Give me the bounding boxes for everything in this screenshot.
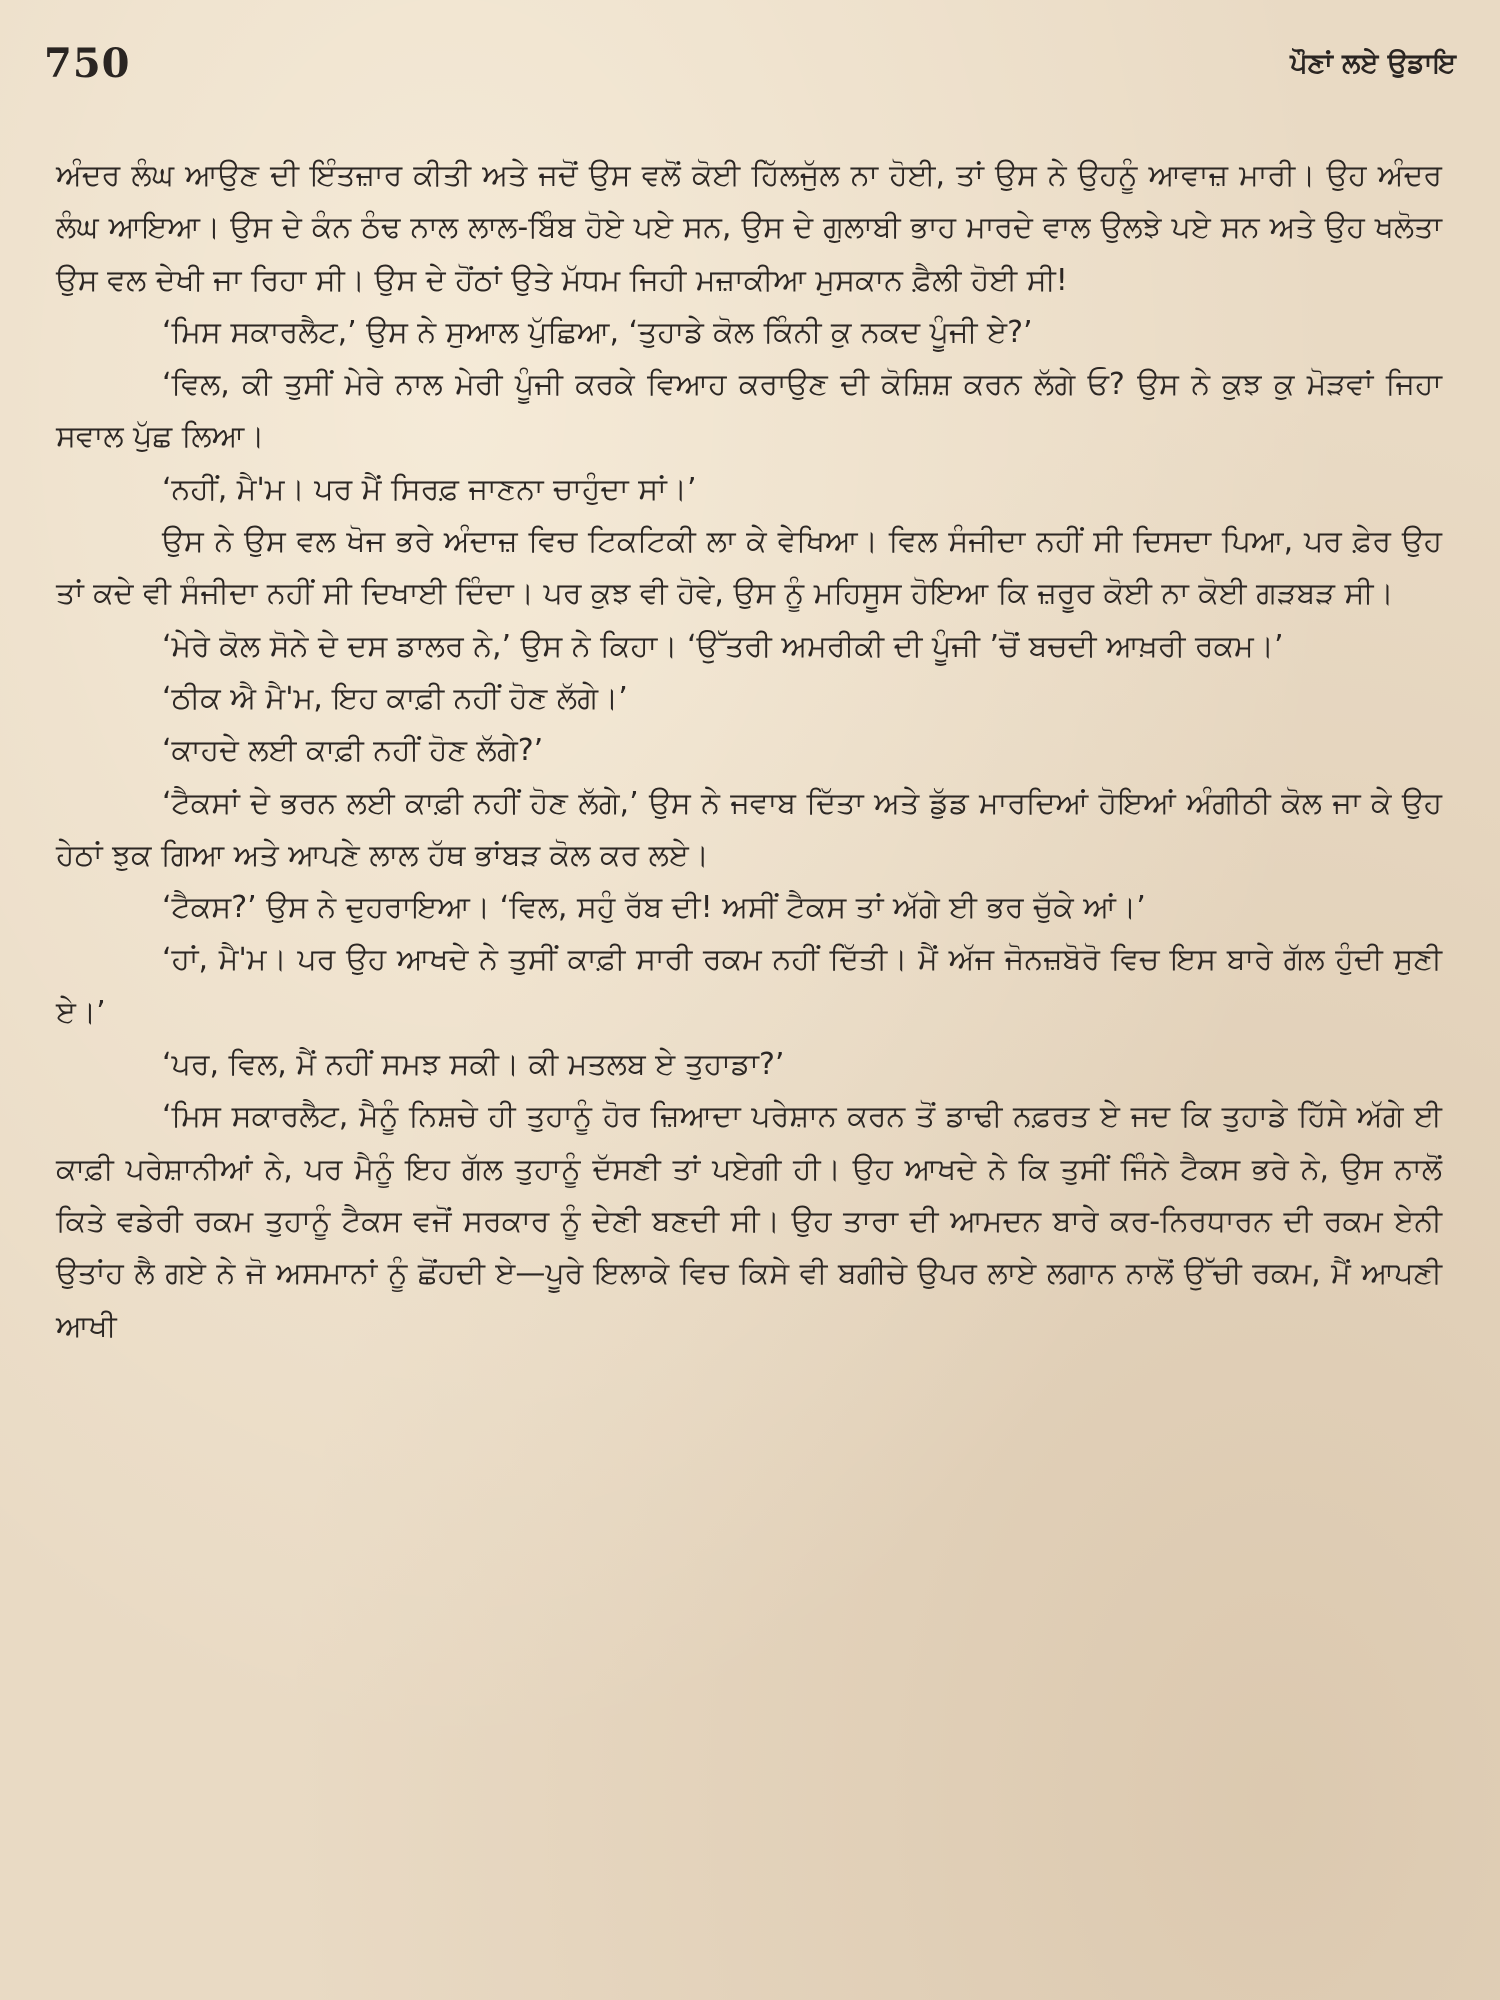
paragraph: ‘ਮਿਸ ਸਕਾਰਲੈਟ,’ ਉਸ ਨੇ ਸੁਆਲ ਪੁੱਛਿਆ, ‘ਤੁਹਾਡੇ ਕੋਲ ਕਿੰਨੀ ਕੁ ਨਕਦ ਪੂੰਜੀ ਏ?’ xyxy=(162,314,1033,350)
paragraph: ਉਸ ਨੇ ਉਸ ਵਲ ਖੋਜ ਭਰੇ ਅੰਦਾਜ਼ ਵਿਚ ਟਿਕਟਿਕੀ ਲਾ ਕੇ ਵੇਖਿਆ। ਵਿਲ ਸੰਜੀਦਾ ਨਹੀਂ ਸੀ ਦਿਸਦਾ ਪਿਆ, ਪਰ ਫ਼ੇਰ ਉਹ ਤਾਂ ਕਦੇ ਵੀ ਸੰਜੀਦਾ ਨਹੀਂ ਸੀ ਦਿਖਾਈ ਦਿੰਦਾ। ਪਰ ਕੁਝ ਵੀ ਹੋਵੇ, ਉਸ ਨੂੰ ਮਹਿਸੂਸ ਹੋਇਆ ਕਿ ਜ਼ਰੂਰ ਕੋਈ ਨਾ ਕੋਈ ਗੜਬੜ ਸੀ। xyxy=(56,524,1442,612)
body-text xyxy=(56,150,1442,1353)
paragraph: ‘ਹਾਂ, ਮੈ'ਮ। ਪਰ ਉਹ ਆਖਦੇ ਨੇ ਤੁਸੀਂ ਕਾਫ਼ੀ ਸਾਰੀ ਰਕਮ ਨਹੀਂ ਦਿੱਤੀ। ਮੈਂ ਅੱਜ ਜੋਨਜ਼ਬੋਰੋ ਵਿਚ ਇਸ ਬਾਰੇ ਗੱਲ ਹੁੰਦੀ ਸੁਣੀ ਏ।’ xyxy=(56,942,1442,1030)
paragraph: ‘ਵਿਲ, ਕੀ ਤੁਸੀਂ ਮੇਰੇ ਨਾਲ ਮੇਰੀ ਪੂੰਜੀ ਕਰਕੇ ਵਿਆਹ ਕਰਾਉਣ ਦੀ ਕੋਸ਼ਿਸ਼ ਕਰਨ ਲੱਗੇ ਓ? ਉਸ ਨੇ ਕੁਝ ਕੁ ਮੋੜਵਾਂ ਜਿਹਾ ਸਵਾਲ ਪੁੱਛ ਲਿਆ। xyxy=(56,367,1442,455)
paragraph: ‘ਪਰ, ਵਿਲ, ਮੈਂ ਨਹੀਂ ਸਮਝ ਸਕੀ। ਕੀ ਮਤਲਬ ਏ ਤੁਹਾਡਾ?’ xyxy=(162,1047,785,1083)
paragraph: ‘ਟੈਕਸ?’ ਉਸ ਨੇ ਦੁਹਰਾਇਆ। ‘ਵਿਲ, ਸਹੁੰ ਰੱਬ ਦੀ! ਅਸੀਂ ਟੈਕਸ ਤਾਂ ਅੱਗੇ ਈ ਭਰ ਚੁੱਕੇ ਆਂ।’ xyxy=(162,890,1146,926)
paragraph: ‘ਕਾਹਦੇ ਲਈ ਕਾਫ਼ੀ ਨਹੀਂ ਹੋਣ ਲੱਗੇ?’ xyxy=(162,733,544,769)
page-number: 750 xyxy=(44,40,131,87)
running-title: ਪੌਣਾਂ ਲਏ ਉਡਾਇ xyxy=(1290,48,1456,79)
page-header xyxy=(44,40,1456,100)
paragraph: ਅੰਦਰ ਲੰਘ ਆਉਣ ਦੀ ਇੰਤਜ਼ਾਰ ਕੀਤੀ ਅਤੇ ਜਦੋਂ ਉਸ ਵਲੋਂ ਕੋਈ ਹਿੱਲਜੁੱਲ ਨਾ ਹੋਈ, ਤਾਂ ਉਸ ਨੇ ਉਹਨੂੰ ਆਵਾਜ਼ ਮਾਰੀ। ਉਹ ਅੰਦਰ ਲੰਘ ਆਇਆ। ਉਸ ਦੇ ਕੰਨ ਠੰਢ ਨਾਲ ਲਾਲ-ਬਿੰਬ ਹੋਏ ਪਏ ਸਨ, ਉਸ ਦੇ ਗੁਲਾਬੀ ਭਾਹ ਮਾਰਦੇ ਵਾਲ ਉਲਝੇ ਪਏ ਸਨ ਅਤੇ ਉਹ ਖਲੋਤਾ ਉਸ ਵਲ ਦੇਖੀ ਜਾ ਰਿਹਾ ਸੀ। ਉਸ ਦੇ ਹੋਂਠਾਂ ਉਤੇ ਮੱਧਮ ਜਿਹੀ ਮਜ਼ਾਕੀਆ ਮੁਸਕਾਨ ਫ਼ੈਲੀ ਹੋਈ ਸੀ! xyxy=(56,158,1442,298)
paragraph: ‘ਨਹੀਂ, ਮੈ'ਮ। ਪਰ ਮੈਂ ਸਿਰਫ਼ ਜਾਣਨਾ ਚਾਹੁੰਦਾ ਸਾਂ।’ xyxy=(162,471,697,507)
paragraph: ‘ਠੀਕ ਐ ਮੈ'ਮ, ਇਹ ਕਾਫ਼ੀ ਨਹੀਂ ਹੋਣ ਲੱਗੇ।’ xyxy=(162,680,628,716)
paragraph: ‘ਮੇਰੇ ਕੋਲ ਸੋਨੇ ਦੇ ਦਸ ਡਾਲਰ ਨੇ,’ ਉਸ ਨੇ ਕਿਹਾ। ‘ਉੱਤਰੀ ਅਮਰੀਕੀ ਦੀ ਪੂੰਜੀ ’ਚੋਂ ਬਚਦੀ ਆਖ਼ਰੀ ਰਕਮ।’ xyxy=(162,628,1284,664)
paragraph: ‘ਮਿਸ ਸਕਾਰਲੈਟ, ਮੈਨੂੰ ਨਿਸ਼ਚੇ ਹੀ ਤੁਹਾਨੂੰ ਹੋਰ ਜ਼ਿਆਦਾ ਪਰੇਸ਼ਾਨ ਕਰਨ ਤੋਂ ਡਾਢੀ ਨਫ਼ਰਤ ਏ ਜਦ ਕਿ ਤੁਹਾਡੇ ਹਿੱਸੇ ਅੱਗੇ ਈ ਕਾਫ਼ੀ ਪਰੇਸ਼ਾਨੀਆਂ ਨੇ, ਪਰ ਮੈਨੂੰ ਇਹ ਗੱਲ ਤੁਹਾਨੂੰ ਦੱਸਣੀ ਤਾਂ ਪਏਗੀ ਹੀ। ਉਹ ਆਖਦੇ ਨੇ ਕਿ ਤੁਸੀਂ ਜਿੰਨੇ ਟੈਕਸ ਭਰੇ ਨੇ, ਉਸ ਨਾਲੋਂ ਕਿਤੇ ਵਡੇਰੀ ਰਕਮ ਤੁਹਾਨੂੰ ਟੈਕਸ ਵਜੋਂ ਸਰਕਾਰ ਨੂੰ ਦੇਣੀ ਬਣਦੀ ਸੀ। ਉਹ ਤਾਰਾ ਦੀ ਆਮਦਨ ਬਾਰੇ ਕਰ-ਨਿਰਧਾਰਨ ਦੀ ਰਕਮ ਏਨੀ ਉਤਾਂਹ ਲੈ ਗਏ ਨੇ ਜੋ ਅਸਮਾਨਾਂ ਨੂੰ ਛੋਂਹਦੀ ਏ—ਪੂਰੇ ਇਲਾਕੇ ਵਿਚ ਕਿਸੇ ਵੀ ਬਗੀਚੇ ਉਪਰ ਲਾਏ ਲਗਾਨ ਨਾਲੋਂ ਉੱਚੀ ਰਕਮ, ਮੈਂ ਆਪਣੀ ਆਖੀ xyxy=(56,1099,1442,1344)
paragraph: ‘ਟੈਕਸਾਂ ਦੇ ਭਰਨ ਲਈ ਕਾਫ਼ੀ ਨਹੀਂ ਹੋਣ ਲੱਗੇ,’ ਉਸ ਨੇ ਜਵਾਬ ਦਿੱਤਾ ਅਤੇ ਡੁੱਡ ਮਾਰਦਿਆਂ ਹੋਇਆਂ ਅੰਗੀਠੀ ਕੋਲ ਜਾ ਕੇ ਉਹ ਹੇਠਾਂ ਝੁਕ ਗਿਆ ਅਤੇ ਆਪਣੇ ਲਾਲ ਹੱਥ ਭਾਂਬੜ ਕੋਲ ਕਰ ਲਏ। xyxy=(56,785,1442,873)
